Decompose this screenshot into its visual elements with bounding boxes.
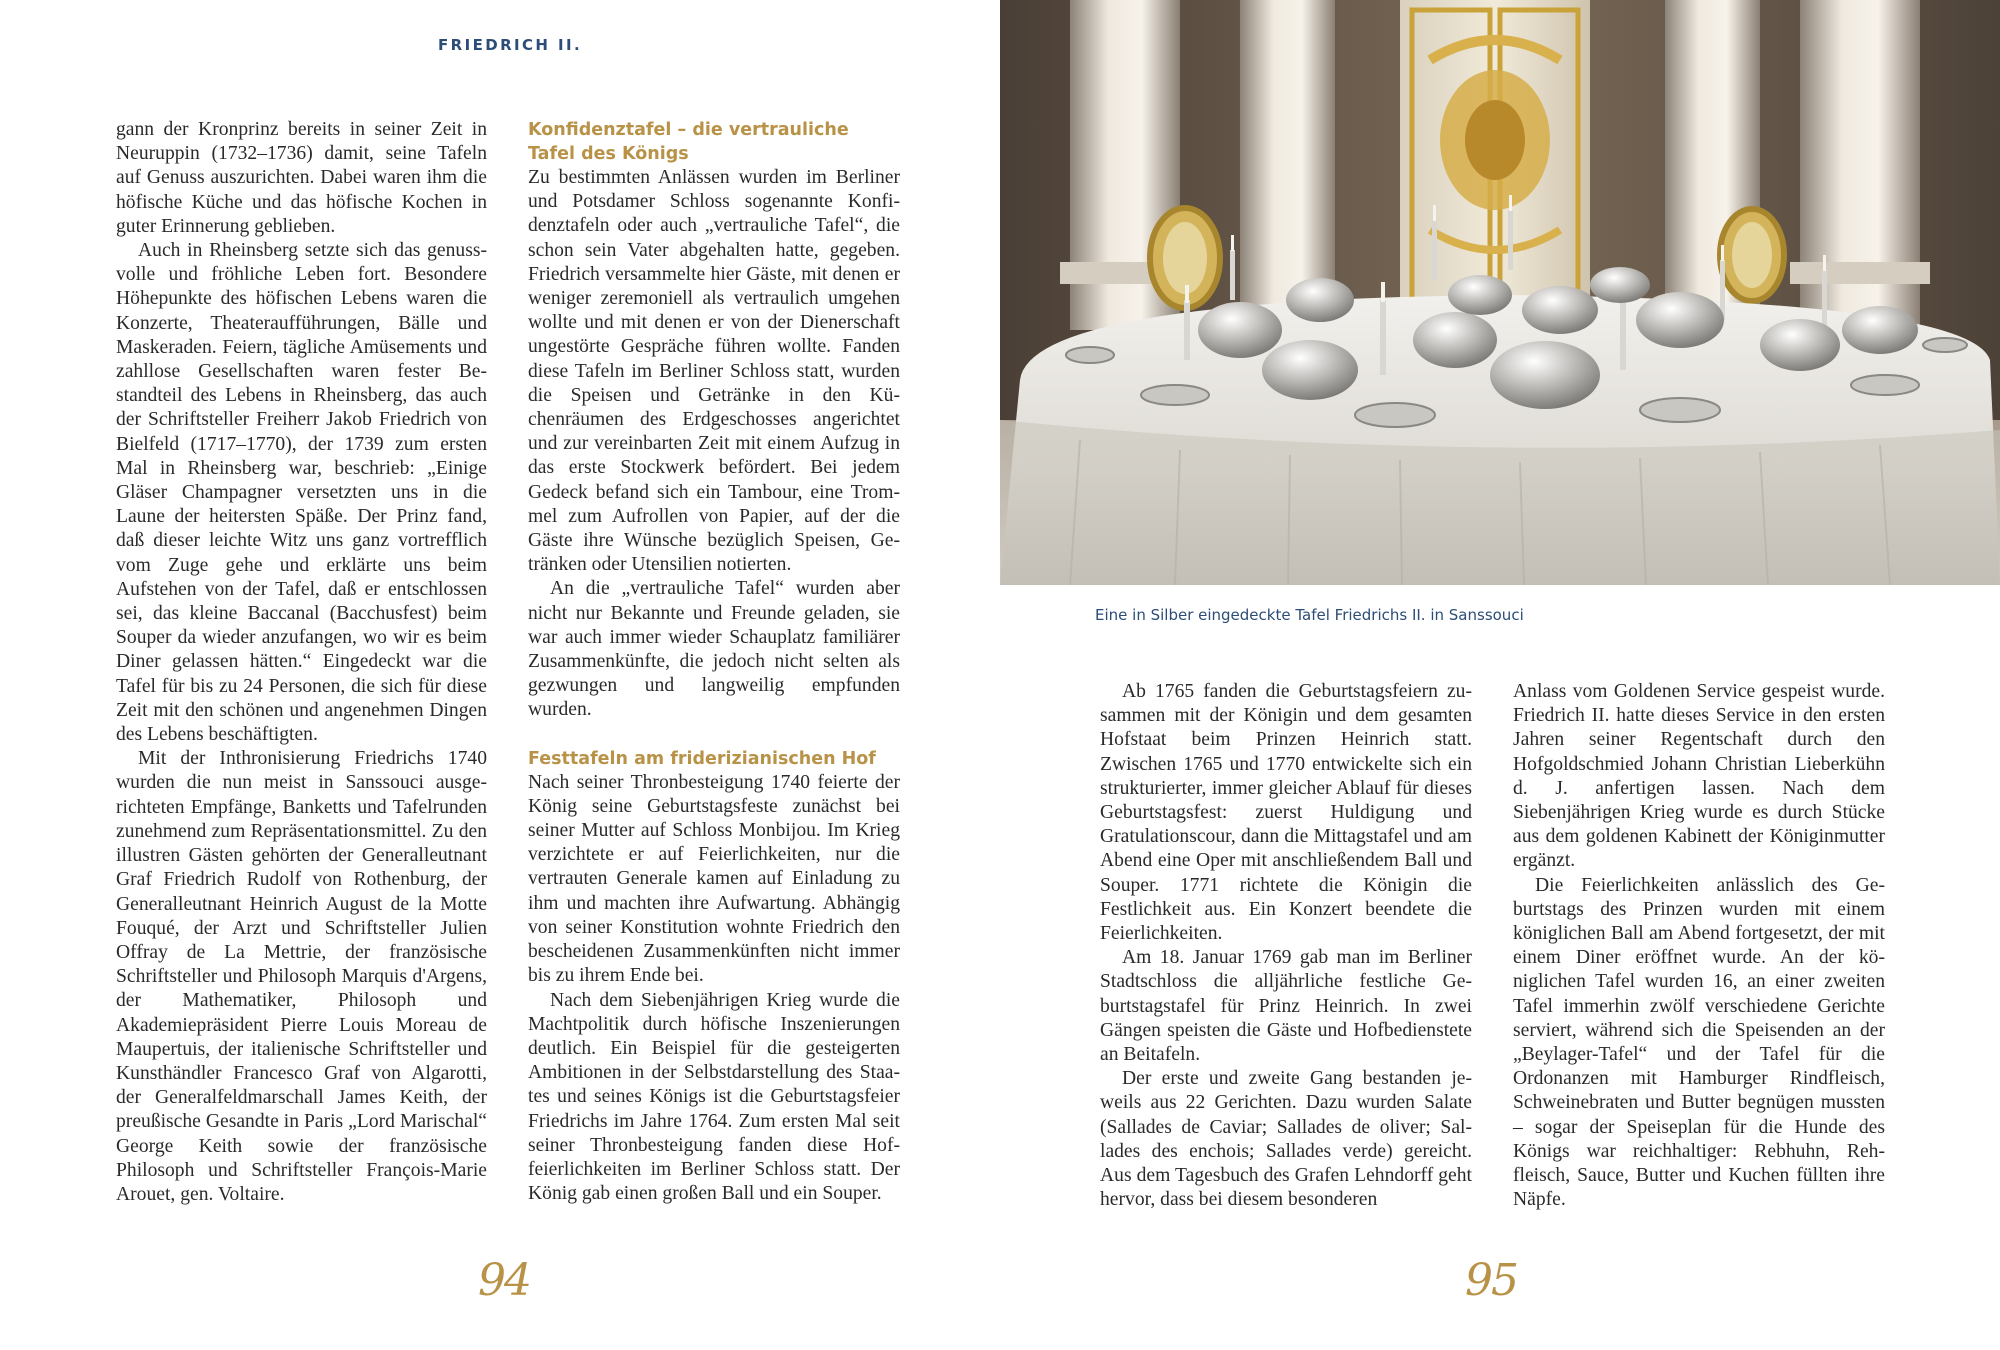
left-column-2 xyxy=(528,118,900,1206)
paragraph: An die „vertrauliche Tafel“ wurden aber nicht nur Bekannte und Freunde geladen, sie war auch immer wieder Schauplatz familiärer Zusammenkünfte, die jedoch nicht selten als gezwungen und langweilig empfunden wurden. xyxy=(528,578,900,721)
page-number: 95 xyxy=(1465,1255,1517,1306)
left-column-1 xyxy=(116,118,487,1207)
paragraph: Zu bestimmten Anlässen wurden im Berliner und Potsdamer Schloss sogenannte Konfidenztafeln oder auch „vertrauliche Tafel“, die schon sein Vater abgehalten hatte, gegeben. Friedrich versammelte hier Gäste, mit denen er weniger zeremoniell als vertraulich umgehen wollte und mit denen er von der Dienerschaft ungestörte Gespräche führen wollte. Fanden diese Tafeln im Berliner Schloss statt, wurden die Speisen und Getränke in den Küchenräumen des Erdgeschosses angerichtet und zur vereinbarten Zeit mit einem Aufzug in das erste Stockwerk befördert. Bei jedem Gedeck befand sich ein Tambour, eine Trommel zum Aufrollen von Papier, auf der die Gäste ihre Wünsche bezüglich Speisen, Getränken oder Utensilien notierten. xyxy=(528,167,900,576)
paragraph: Mit der Inthronisierung Friedrichs 1740 wurden die nun meist in Sanssouci ausgerichteten Empfänge, Banketts und Tafelrunden zunehmend zum Repräsentationsmittel. Zu den illustren Gästen gehörten der Generalleutnant Graf Friedrich Rudolf von Rothenburg, der Generalleutnant Heinrich August de la Motte Fouqué, der Arzt und Schriftsteller Julien Offray de La Mettrie, der französische Schriftsteller und Philosoph Marquis d'Argens, der Mathematiker, Philosoph und Akademiepräsident Pierre Louis Moreau de Maupertuis, der italienische Schriftsteller und Kunsthändler Francesco Graf von Algarotti, der Generalfeldmarschall James Keith, der preußische Gesandte in Paris „Lord Marischal“ George Keith sowie der französische Philosoph und Schriftsteller François-Marie Arouet, gen. Voltaire. xyxy=(116,748,487,1205)
paragraph: Der erste und zweite Gang bestanden jeweils aus 22 Gerichten. Dazu wurden Salate (Sallades de Caviar; Sallades de oliver; Sallades des enchois; Sallades verde) gereicht. Aus dem Tagesbuch des Grafen Lehndorff geht hervor, dass bei diesem besonderen xyxy=(1100,1068,1472,1211)
paragraph: Anlass vom Goldenen Service gespeist wurde. Friedrich II. hatte dieses Service in den ersten Jahren seiner Regentschaft durch den Hofgoldschmied Johann Christian Lieberkühn d. J. anfertigen lassen. Nach dem Siebenjährigen Krieg wurde es durch Stücke aus dem goldenen Kabinett der Königinmutter ergänzt. xyxy=(1513,681,1885,872)
right-column-2 xyxy=(1513,680,1885,1212)
section-heading: Konfidenztafel – die vertrauliche Tafel des Königs xyxy=(528,120,849,164)
paragraph: Am 18. Januar 1769 gab man im Berliner Stadtschloss die alljährliche festliche Geburtstagstafel für Prinz Heinrich. In zwei Gängen speisten die Gäste und Hofbedienstete an Beitafeln. xyxy=(1100,947,1472,1066)
running-head: FRIEDRICH II. xyxy=(438,36,583,54)
section-heading: Festtafeln am friderizianischen Hof xyxy=(528,748,876,769)
paragraph: Auch in Rheinsberg setzte sich das genussvolle und fröhliche Leben fort. Besondere Höhepunkte des höfischen Lebens waren die Konzerte, Theateraufführungen, Bälle und Maskeraden. Feiern, tägliche Amüsements und zahllose Gesellschaften waren fester Bestandteil des Lebens in Rheinsberg, das auch der Schriftsteller Freiherr Jakob Friedrich von Bielfeld (1717–1770), der 1739 zum ersten Mal in Rheinsberg war, beschrieb: „Einige Gläser Champagner versetzten uns in die Laune der heitersten Späße. Der Prinz fand, daß dieser leichte Witz uns ganz vortrefflich vom Zuge gehe und erklärte uns beim Aufstehen von der Tafel, daß er entschlossen sei, das kleine Baccanal (Bacchusfest) beim Souper da wieder anzufangen, wo wir es beim Diner gelassen hätten.“ Eingedeckt war die Tafel für bis zu 24 Personen, die sich für diese Zeit mit den schönen und angenehmen Dingen des Lebens beschäftigten. xyxy=(116,240,487,746)
silver-table-photo xyxy=(1000,0,2000,585)
photo-caption: Eine in Silber eingedeckte Tafel Friedrichs II. in Sanssouci xyxy=(1095,606,1524,624)
paragraph: gann der Kronprinz bereits in seiner Zeit in Neuruppin (1732–1736) damit, seine Tafeln auf Genuss auszurichten. Dabei waren ihm die höfische Küche und das höfische Kochen in guter Erinnerung geblieben. xyxy=(116,119,487,237)
paragraph: Die Feierlichkeiten anlässlich des Geburtstags des Prinzen wurden mit einem königlichen Ball am Abend fortgesetzt, der mit einem Diner eröffnet wurde. An der königlichen Tafel wurden 16, an einer zweiten Tafel immerhin zwölf verschiedene Gerichte serviert, während sich die Speisenden an der „Beylager-Tafel“ und der Tafel für die Ordonanzen mit Hamburger Rindfleisch, Schweinebraten und Butter begnügen mussten – sogar der Speiseplan für die Hunde des Königs war reichhaltiger: Rebhuhn, Rehfleisch, Sauce, Butter und Kuchen füllten ihre Näpfe. xyxy=(1513,874,1885,1211)
paragraph: Ab 1765 fanden die Geburtstagsfeiern zusammen mit der Königin und dem gesamten Hofstaat beim Prinzen Heinrich statt. Zwischen 1765 und 1770 entwickelte sich ein strukturierter, immer gleicher Ablauf für dieses Geburtstagsfest: zuerst Huldigung und Gratulationscour, dann die Mittagstafel und am Abend eine Oper mit anschließendem Ball und Souper. 1771 richtete die Königin die Festlichkeit aus. Ein Konzert beendete die Feierlichkeiten. xyxy=(1100,681,1472,945)
right-column-1 xyxy=(1100,680,1472,1212)
paragraph: Nach dem Siebenjährigen Krieg wurde die Machtpolitik durch höfische Inszenierungen deutlich. Ein Beispiel für die gesteigerten Ambitionen in der Selbstdarstellung des Staates und seines Königs ist die Geburtstagsfeier Friedrichs im Jahre 1764. Zum ersten Mal seit seiner Thronbesteigung fanden diese Hoffeierlichkeiten im Berliner Schloss statt. Der König gab einen großen Ball und ein Souper. xyxy=(528,989,900,1205)
right-page xyxy=(1000,0,2000,1350)
paragraph: Nach seiner Thronbesteigung 1740 feierte der König seine Geburtstagsfeste zunächst bei seiner Mutter auf Schloss Monbijou. Im Krieg verzichtete er auf Feierlichkeiten, nur die vertrauten Generale kamen auf Einladung zu ihm und machten ihre Aufwartung. Abhängig von seiner Konstitution wohnte Friedrich den bescheidenen Zusammenkünften nicht immer bis zu ihrem Ende bei. xyxy=(528,771,900,987)
page-number: 94 xyxy=(478,1255,530,1306)
